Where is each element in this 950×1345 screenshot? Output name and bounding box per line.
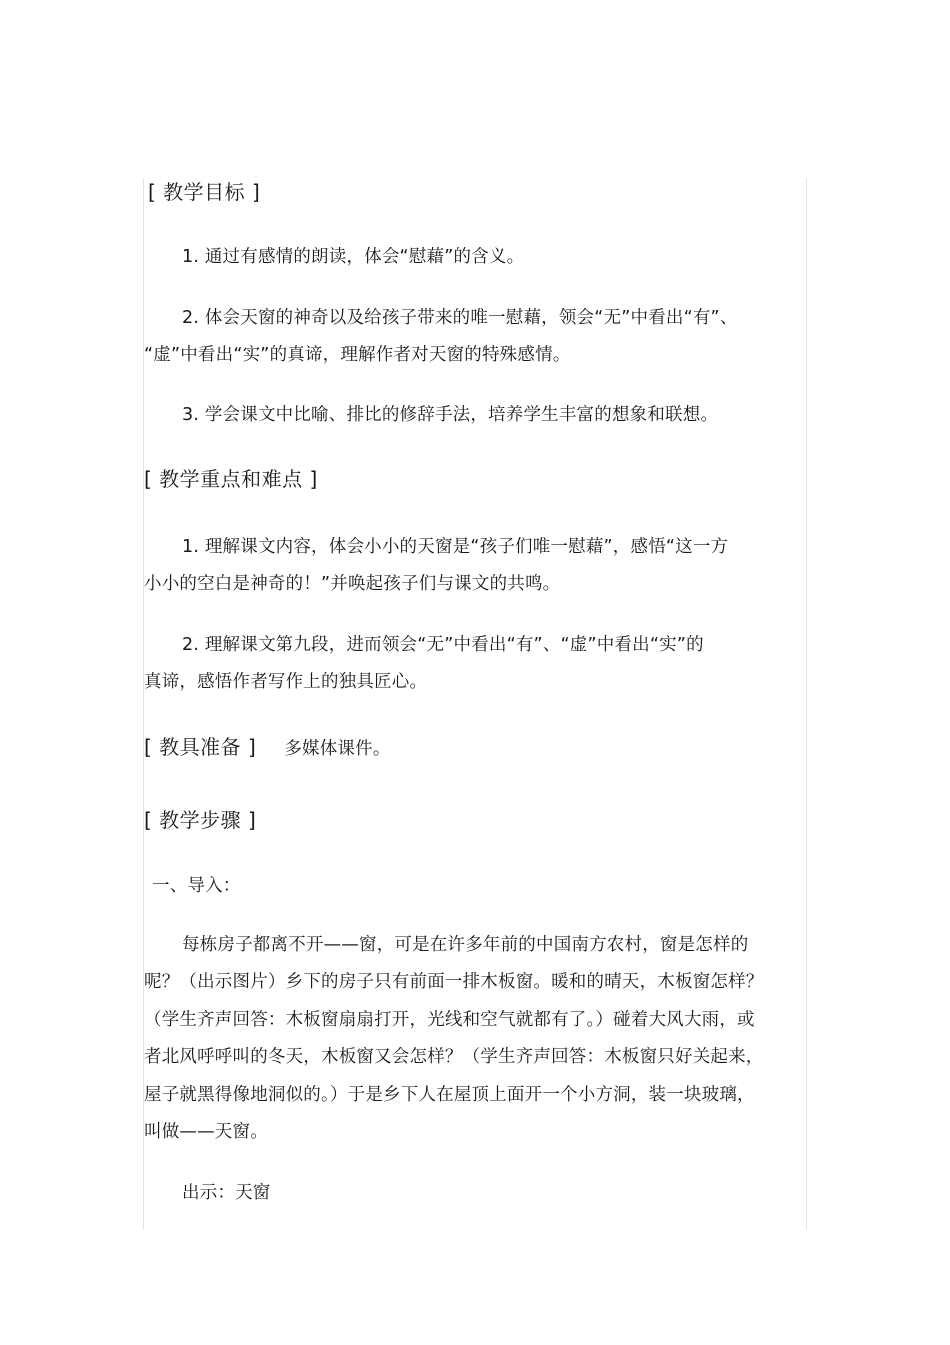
show-skylight-text: 出示：天窗	[182, 1183, 271, 1203]
materials-text: 多媒体课件。	[284, 739, 391, 759]
page-frame-right-border	[806, 178, 807, 1230]
keypoint-item-1-line-1: 1. 理解课文内容，体会小小的天窗是“孩子们唯一慰藉”，感悟“这一方	[182, 537, 729, 557]
intro-paragraph-line-4: 者北风呼呼叫的冬天，木板窗又会怎样？（学生齐声回答：木板窗只好关起来，	[144, 1047, 764, 1067]
intro-paragraph-line-2: 呢？（出示图片）乡下的房子只有前面一排木板窗。暖和的晴天，木板窗怎样？	[144, 972, 764, 992]
keypoint-item-2-line-2: 真谛，感悟作者写作上的独具匠心。	[144, 672, 428, 692]
keypoint-item-2-line-1: 2. 理解课文第九段，进而领会“无”中看出“有”、“虚”中看出“实”的	[182, 635, 704, 655]
objective-item-2-line-2: “虚”中看出“实”的真谛，理解作者对天窗的特殊感情。	[144, 345, 571, 365]
objectives-heading: [ 教学目标 ]	[148, 180, 261, 204]
intro-paragraph-line-1: 每栋房子都离不开——窗，可是在许多年前的中国南方农村，窗是怎样的	[182, 935, 749, 955]
objective-item-2-line-1: 2. 体会天窗的神奇以及给孩子带来的唯一慰藉，领会“无”中看出“有”、	[182, 308, 738, 328]
objective-item-3: 3. 学会课文中比喻、排比的修辞手法，培养学生丰富的想象和联想。	[182, 405, 719, 425]
materials-row	[144, 735, 391, 761]
intro-paragraph-line-5: 屋子就黑得像地洞似的。）于是乡下人在屋顶上面开一个小方洞，装一块玻璃，	[144, 1085, 755, 1105]
keypoints-heading: [ 教学重点和难点 ]	[144, 467, 318, 491]
steps-subheading-intro: 一、导入：	[152, 876, 241, 896]
intro-paragraph-line-3: （学生齐声回答：木板窗扇扇打开，光线和空气就都有了。）碰着大风大雨，或	[144, 1010, 755, 1030]
intro-paragraph-line-6: 叫做——天窗。	[144, 1122, 268, 1142]
materials-heading: [ 教具准备 ]	[144, 735, 257, 759]
page-frame-left-border	[143, 178, 144, 1230]
steps-heading: [ 教学步骤 ]	[144, 808, 257, 832]
objective-item-1: 1. 通过有感情的朗读，体会“慰藉”的含义。	[182, 247, 525, 267]
keypoint-item-1-line-2: 小小的空白是神奇的！”并唤起孩子们与课文的共鸣。	[144, 574, 561, 594]
